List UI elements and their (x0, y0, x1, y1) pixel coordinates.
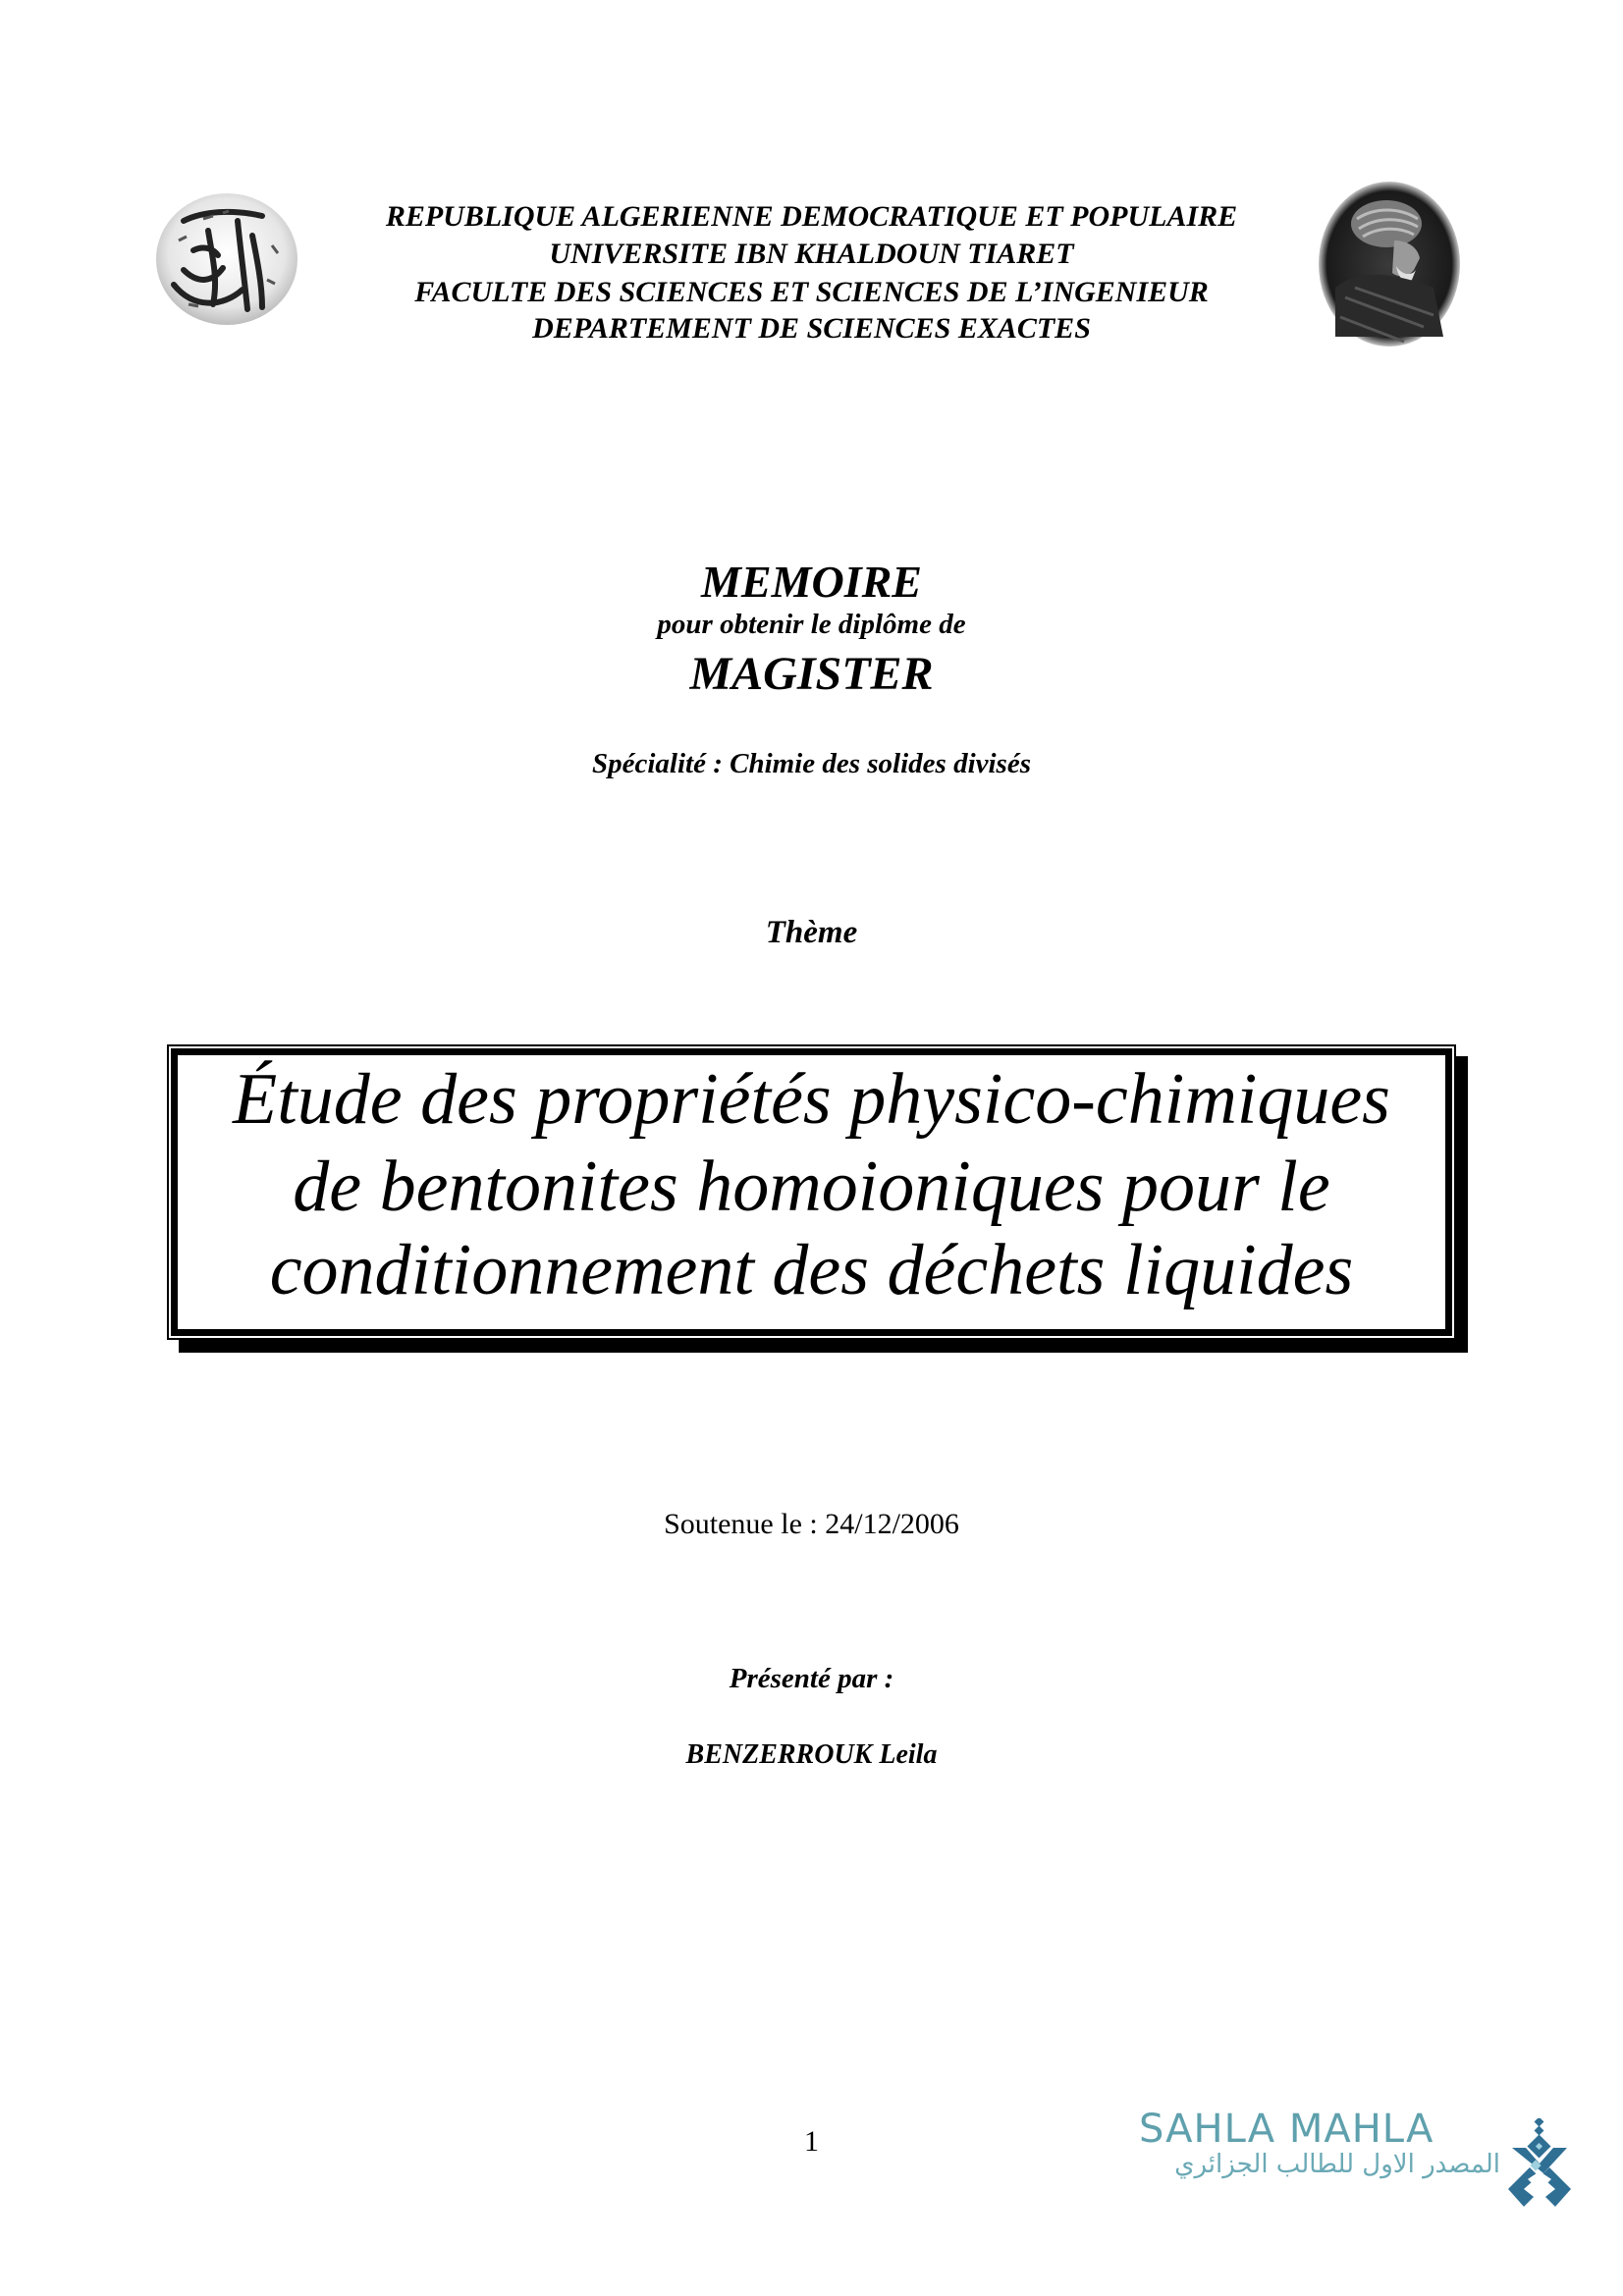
title-line-1: Étude des propriétés physico-chimiques (233, 1059, 1390, 1140)
author-name: BENZERROUK Leila (685, 1739, 938, 1770)
defense-date: Soutenue le : 24/12/2006 (664, 1508, 959, 1540)
sahla-mahla-watermark (1129, 2101, 1591, 2228)
degree-purpose: pour obtenir le diplôme de (657, 609, 966, 640)
title-line-3: conditionnement des déchets liquides (269, 1230, 1354, 1310)
title-box-inner-border (171, 1048, 1452, 1336)
header-university: UNIVERSITE IBN KHALDOUN TIARET (549, 238, 1074, 270)
header-republic: REPUBLIQUE ALGERIENNE DEMOCRATIQUE ET POPULAIRE (385, 200, 1238, 233)
header-faculty: FACULTE DES SCIENCES ET SCIENCES DE L’INGENIEUR (414, 276, 1209, 308)
title-line-2: de bentonites homoioniques pour le (293, 1147, 1330, 1227)
degree-type: MEMOIRE (701, 557, 922, 607)
theme-label: Thème (765, 915, 858, 950)
degree-diploma: MAGISTER (689, 648, 934, 700)
title-box (167, 1044, 1456, 1340)
header-department: DEPARTEMENT DE SCIENCES EXACTES (532, 312, 1091, 345)
watermark-subtitle: المصدر الاول للطالب الجزائري (1174, 2150, 1500, 2179)
presenter-label: Présenté par : (729, 1663, 894, 1694)
page-number: 1 (804, 2125, 819, 2158)
watermark-title: SAHLA MAHLA (1139, 2107, 1434, 2152)
degree-specialty: Spécialité : Chimie des solides divisés (591, 748, 1032, 779)
sahla-mahla-logo-icon (1504, 2118, 1575, 2213)
